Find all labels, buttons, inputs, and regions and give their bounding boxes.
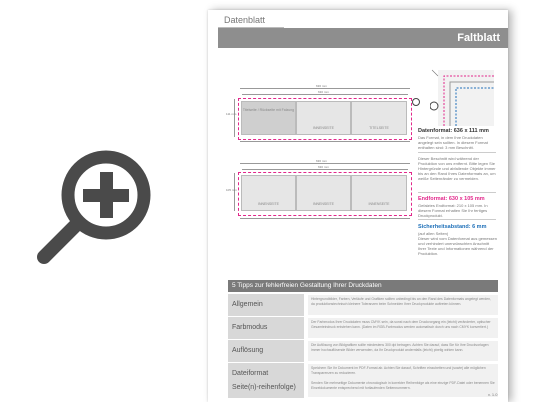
safety-title: Sicherheitsabstand: 6 mm	[418, 224, 487, 230]
title-bar	[218, 28, 508, 48]
corner-detail-diagram	[430, 66, 494, 126]
tip-row	[228, 317, 498, 339]
top-dim-inner: 630 mm	[318, 90, 329, 94]
tip-label: Farbmodus	[228, 317, 304, 339]
tip-label: Auflösung	[228, 340, 304, 362]
tip-label: Dateiformat	[228, 363, 304, 385]
tip-row	[228, 340, 498, 362]
tip-text: Hintergrundbilder, Farben, Verläufe und Grafiken sollten unbedingt bis an den Rand des Datenformats angelegt werden, da produktionstechnisch kleinere Toleranzen beim Schneiden Ihrer Druckprodukte auftreten können.	[308, 295, 498, 315]
tips-heading: 5 Tipps zur fehlerfreien Gestaltung Ihrer Druckdaten	[228, 280, 498, 292]
bottom-panel-1-label: INNENSEITE	[257, 202, 279, 206]
tip-text: Senden Sie mehrseitige Dokumente chronologisch in korrekter Reihenfolge als eine einzige PDF-Datei oder benennen Sie Einzeldokumente entsprechend mit fortlaufenden Seitennummern.	[308, 379, 498, 397]
version-label: v. 1.0	[488, 392, 498, 397]
tip-row	[228, 294, 498, 316]
side-dim-outer: 111 mm	[226, 112, 237, 116]
tip-label: Seite(n)-reihenfolge)	[228, 378, 304, 398]
page-title: Faltblatt	[457, 32, 500, 44]
data-format-title: Datenformat: 636 x 111 mm	[418, 128, 489, 134]
magnifier-plus-icon[interactable]	[34, 145, 154, 275]
tip-text: Speichern Sie Ihr Dokument im PDF-Format ab. Achten Sie darauf, Schriften einzubetten und (sowie) alle möglichen Transparenzen zu reduzieren.	[308, 364, 498, 384]
tip-label: Allgemein	[228, 294, 304, 316]
top-panel-1-label: Titelseite / Rückseite mit Falzung	[242, 108, 295, 112]
side-dim-inner: 105 mm	[226, 188, 237, 192]
bottom-panel-1	[241, 175, 296, 211]
bottom-panel-2	[296, 175, 351, 211]
top-panel-3-label: TITELSEITE	[369, 126, 389, 130]
tip-text: Der Farbmodus Ihrer Druckdaten muss CMYK sein, da sonst nach dem Druckvorgang ein (leicht) veränderter, optischer Gesamteindruck entstehen kann. (Daten im RGB-Farbmodus werden automatisch durch uns nach CMYK konvertiert.)	[308, 318, 498, 338]
final-format-info	[418, 196, 498, 218]
final-format-title: Endformat: 630 x 105 mm	[418, 196, 485, 202]
data-format-text: Das Format, in dem Ihre Druckdaten angelegt sein sollten. In diesem Format enthalten sind: 3 mm Beschnitt.	[418, 135, 488, 150]
data-format-info	[418, 128, 498, 150]
sheet-tab-label: Datenblatt	[218, 14, 284, 28]
top-panel-2	[296, 101, 351, 135]
note-info	[418, 156, 498, 181]
top-panel-3	[351, 101, 407, 135]
top-panel-1	[241, 101, 296, 135]
tip-row	[228, 378, 498, 398]
safety-text: Dieser wird vom Datenformat aus gemessen und verhindert unerwünschten Anschnitt Ihrer Texte und Informationen während der Produktion.	[418, 236, 497, 256]
final-format-text: Gefalztes Endformat: 210 x 105 mm. In diesem Format erhalten Sie Ihr fertiges Druckprodukt.	[418, 203, 488, 218]
safety-sub: (auf allen Seiten)	[418, 231, 449, 236]
top-panel-2-label: INNENSEITE	[312, 126, 334, 130]
note-text: Dieser Beschnitt wird während der Produktion von uns entfernt. Bitte legen Sie Hintergründe und abfallende Objekte immer bis an den Rand Ihres Datenformats an, um weiße Seitenränder zu vermeiden.	[418, 156, 496, 181]
bottom-panel-2-label: INNENSEITE	[312, 202, 334, 206]
bottom-dim-inner: 630 mm	[318, 165, 329, 169]
safety-info	[418, 224, 498, 256]
bottom-panel-3	[351, 175, 407, 211]
tip-text: Die Auflösung von Bildgrafiken sollte mindestens 300 dpi betragen. Achten Sie darauf, dass Sie für Ihre Druckvorlagen immer hochauflösende Bilder verwenden, da Ihr Druckprodukt andernfalls (leicht) pixelig wirken kann.	[308, 341, 498, 361]
zoom-detail-icon[interactable]	[412, 98, 420, 106]
bottom-panel-3-label: INNENSEITE	[368, 202, 390, 206]
top-dim-outer: 636 mm	[316, 84, 327, 88]
bottom-dim-outer: 636 mm	[316, 159, 327, 163]
